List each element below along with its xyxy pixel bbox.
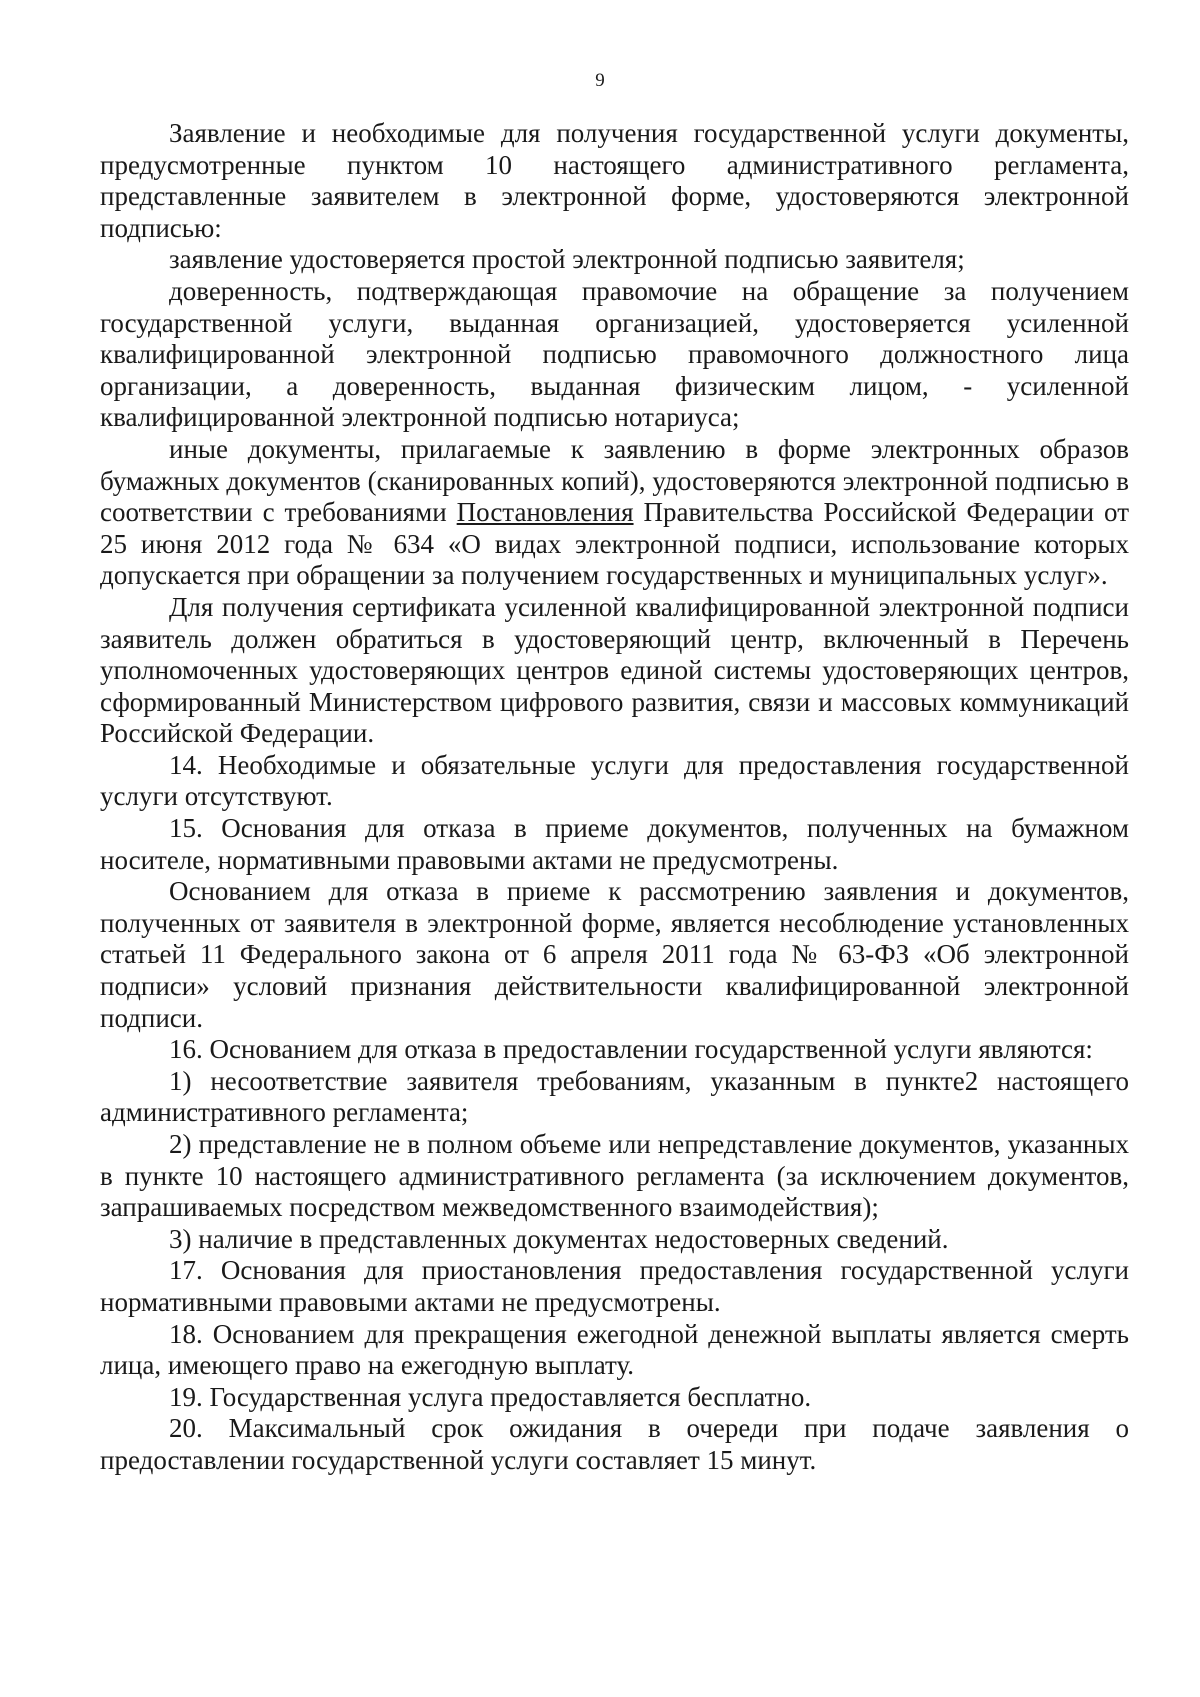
paragraph-item-16-2: 2) представление не в полном объеме или непредставление документов, указанных в пункте 10 настоящего административного регламента (за исключением документов, запрашиваемых посредством межведомственного взаимодействия); [100,1129,1129,1223]
resolution-link[interactable]: Постановления [456,497,634,528]
page-number: 9 [595,70,605,91]
paragraph-item-16-3: 3) наличие в представленных документах недостоверных сведений. [169,1223,949,1254]
paragraph-certificate: Для получения сертификата усиленной квалифицированной электронной подписи заявитель должен обратиться в удостоверяющий центр, включенный в Перечень уполномоченных удостоверяющих центров единой системы удостоверяющих центров, сформированный Министерством цифрового развития, связи и массовых коммуникаций Российской Федерации. [100,591,1129,749]
paragraph-item-16: 16. Основанием для отказа в предоставлении государственной услуги являются: [169,1034,1093,1065]
paragraph-item-19: 19. Государственная услуга предоставляется бесплатно. [169,1381,812,1412]
paragraph-refusal-electronic: Основанием для отказа в приеме к рассмотрению заявления и документов, полученных от заявителя в электронной форме, является несоблюдение установленных статьей 11 Федерального закона от 6 апреля 2011 года № 63-ФЗ «Об электронной подписи» условий признания действительности квалифицированной электронной подписи. [100,876,1129,1033]
paragraph-power-of-attorney: доверенность, подтверждающая правомочие на обращение за получением государственной услуги, выданная организацией, удостоверяется усиленной квалифицированной электронной подписью правомочного должностного лица организации, а доверенность, выданная физическим лицом, - усиленной квалифицированной электронной подписью нотариуса; [100,275,1129,433]
document-body [100,118,1129,1477]
paragraph-application-signature: заявление удостоверяется простой электронной подписью заявителя; [169,244,965,275]
paragraph-item-15: 15. Основания для отказа в приеме документов, полученных на бумажном носителе, нормативными правовыми актами не предусмотрены. [100,813,1129,875]
paragraph-item-18: 18. Основанием для прекращения ежегодной денежной выплаты является смерть лица, имеющего право на ежегодную выплату. [100,1318,1129,1381]
paragraph-item-16-1: 1) несоответствие заявителя требованиям, указанным в пункте2 настоящего административного регламента; [100,1065,1129,1128]
paragraph-electronic-signature-intro: Заявление и необходимые для получения государственной услуги документы, предусмотренные пунктом 10 настоящего административного регламента, представленные заявителем в электронной форме, удостоверяются электронной подписью: [100,118,1129,243]
paragraph-item-17: 17. Основания для приостановления предоставления государственной услуги нормативными правовыми актами не предусмотрены. [100,1255,1129,1317]
paragraph-other-documents [100,434,1129,592]
paragraph-other-documents-text-before: иные документы, прилагаемые к заявлению в форме электронных образов бумажных документов (сканированных копий), удостоверяются электронной подписью в соответствии с требованиями [100,433,1129,528]
paragraph-item-20: 20. Максимальный срок ожидания в очереди при подаче заявления о предоставлении государственной услуги составляет 15 минут. [100,1413,1129,1475]
paragraph-item-14: 14. Необходимые и обязательные услуги для предоставления государственной услуги отсутствуют. [100,749,1129,812]
paragraph-other-documents-text-after: Правительства Российской Федерации от 25 июня 2012 года № 634 «О видах электронной подписи, использование которых допускается при обращении за получением государственных и муниципальных услуг». [100,497,1130,591]
